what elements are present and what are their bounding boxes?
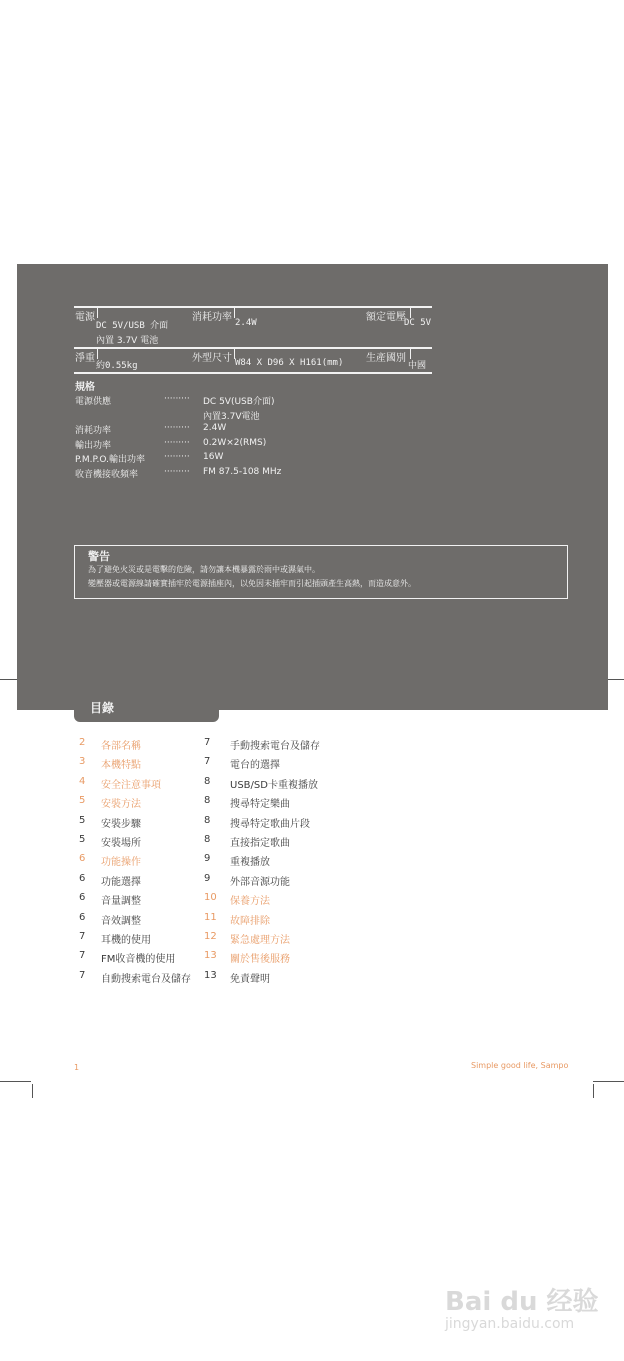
spec-table-divider xyxy=(97,308,98,318)
toc-entry-page: 5 xyxy=(79,795,86,807)
toc-entry-title: 重複播放 xyxy=(230,857,270,869)
spec-power-value-battery: 內置 3.7V 電池 xyxy=(96,336,159,346)
specs-item-value: 2.4W xyxy=(203,423,227,434)
crop-mark xyxy=(0,1081,31,1082)
toc-entry-page: 4 xyxy=(79,775,86,787)
watermark-url: jingyan.baidu.com xyxy=(445,1316,575,1332)
specs-item-value: 內置3.7V電池 xyxy=(203,411,260,422)
toc-entry-title: 各部名稱 xyxy=(101,741,141,752)
toc-entry-page: 8 xyxy=(204,814,211,826)
toc-entry-page: 7 xyxy=(204,737,211,748)
specs-item-value: DC 5V(USB介面) xyxy=(203,397,275,407)
specs-item-dots: ········· xyxy=(164,452,190,463)
toc-entry-page: 13 xyxy=(204,969,217,981)
toc-entry-title: FM收音機的使用 xyxy=(101,954,176,966)
toc-entry-title: 自動搜索電台及儲存 xyxy=(101,973,191,985)
toc-entry-title: 音效調整 xyxy=(101,915,141,927)
toc-entry-title: 緊急處理方法 xyxy=(230,935,290,946)
toc-entry-title: USB/SD卡重複播放 xyxy=(230,779,318,791)
specs-item-value: 0.2W×2(RMS) xyxy=(203,437,267,448)
toc-entry-page: 7 xyxy=(79,931,86,942)
toc-entry-page: 6 xyxy=(79,892,86,904)
specs-item-dots: ········· xyxy=(164,467,190,477)
toc-entry-page: 11 xyxy=(204,911,217,923)
toc-entry-page: 8 xyxy=(204,834,211,845)
warning-line-2: 變壓器或電源線請確實插牢於電源插座內，以免因未插牢而引起插頭產生高熱，而造成意外。 xyxy=(88,579,416,588)
toc-entry-page: 7 xyxy=(79,969,86,981)
toc-entry-title: 安全注意事項 xyxy=(101,779,161,791)
spec-size-label: 外型尺寸 xyxy=(192,353,232,364)
toc-entry-page: 5 xyxy=(79,814,86,826)
toc-entry-title: 安裝步驟 xyxy=(101,818,141,830)
specs-item-label: 電源供應 xyxy=(75,397,112,407)
toc-entry-page: 8 xyxy=(204,795,211,807)
toc-entry-page: 8 xyxy=(204,775,211,787)
toc-entry-page: 6 xyxy=(79,872,86,884)
toc-entry-title: 音量調整 xyxy=(101,896,141,908)
toc-entry-title: 外部音源功能 xyxy=(230,876,290,888)
toc-entry-page: 6 xyxy=(79,853,86,865)
toc-entry-title: 功能選擇 xyxy=(101,876,141,888)
specs-item-label: 消耗功率 xyxy=(75,426,112,437)
specs-item-value: FM 87.5-108 MHz xyxy=(203,467,282,477)
specs-item-label: 輸出功率 xyxy=(75,440,112,451)
toc-entry-title: 安裝場所 xyxy=(101,838,141,849)
specs-item-dots: ········· xyxy=(164,394,190,404)
specs-item-label: P.M.P.O.輸出功率 xyxy=(75,455,145,466)
toc-entry-title: 手動搜索電台及儲存 xyxy=(230,741,320,752)
toc-entry-page: 10 xyxy=(204,892,217,904)
spec-rated-voltage-value: DC 5V xyxy=(404,318,432,328)
toc-entry-title: 安裝方法 xyxy=(101,799,141,811)
toc-title: 目錄 xyxy=(90,701,115,715)
toc-entry-title: 直接指定歌曲 xyxy=(230,838,290,849)
specs-title: 規格 xyxy=(75,382,95,393)
toc-entry-page: 9 xyxy=(204,872,211,884)
toc-entry-page: 9 xyxy=(204,853,211,865)
spec-origin-value: 中國 xyxy=(408,361,427,371)
toc-entry-title: 功能操作 xyxy=(101,857,141,869)
spec-table-divider xyxy=(410,308,411,318)
toc-entry-title: 電台的選擇 xyxy=(230,760,280,772)
specs-item-label: 收音機接收頻率 xyxy=(75,470,139,480)
spec-consumption-value: 2.4W xyxy=(235,318,257,328)
toc-entry-title: 搜尋特定歌曲片段 xyxy=(230,818,310,830)
toc-entry-page: 7 xyxy=(204,756,211,768)
crop-mark xyxy=(32,1084,33,1098)
toc-entry-title: 本機特點 xyxy=(101,760,141,772)
spec-weight-value: 約0.55kg xyxy=(96,361,138,371)
spec-table-divider xyxy=(234,308,235,318)
watermark-logo: Bai du 经验 xyxy=(445,1287,599,1317)
toc-entry-title: 關於售後服務 xyxy=(230,954,290,966)
toc-entry-title: 故障排除 xyxy=(230,915,270,927)
specs-item-dots: ········· xyxy=(164,423,190,434)
spec-power-value: DC 5V/USB 介面 xyxy=(96,321,169,331)
spec-weight-label: 淨重 xyxy=(75,353,95,364)
spec-rated-voltage-label: 額定電壓 xyxy=(366,312,406,323)
footer-slogan: Simple good life, Sampo xyxy=(471,1061,569,1070)
toc-entry-page: 3 xyxy=(79,756,86,768)
spec-size-value: W84 X D96 X H161(mm) xyxy=(235,358,344,368)
specs-item-value: 16W xyxy=(203,452,224,463)
toc-entry-page: 5 xyxy=(79,834,86,845)
toc-entry-page: 7 xyxy=(79,950,86,962)
toc-entry-title: 搜尋特定樂曲 xyxy=(230,799,290,811)
toc-entry-title: 耳機的使用 xyxy=(101,935,151,946)
spec-origin-label: 生產國別 xyxy=(366,353,406,364)
page-number: 1 xyxy=(74,1063,80,1072)
spec-consumption-label: 消耗功率 xyxy=(192,312,232,323)
spec-power-label: 電源 xyxy=(75,312,95,323)
warning-line-1: 為了避免火災或是電擊的危險，請勿讓本機暴露於雨中或濕氣中。 xyxy=(88,565,320,574)
warning-title: 警告 xyxy=(88,550,110,563)
toc-entry-page: 12 xyxy=(204,931,217,942)
toc-entry-title: 保養方法 xyxy=(230,896,270,908)
toc-entry-page: 6 xyxy=(79,911,86,923)
crop-mark xyxy=(593,1084,594,1098)
toc-entry-title: 免責聲明 xyxy=(230,973,270,985)
crop-mark xyxy=(593,1081,624,1082)
specs-item-dots: ········· xyxy=(164,437,190,448)
toc-entry-page: 13 xyxy=(204,950,217,962)
toc-entry-page: 2 xyxy=(79,737,86,748)
spec-table-rule xyxy=(74,372,432,374)
